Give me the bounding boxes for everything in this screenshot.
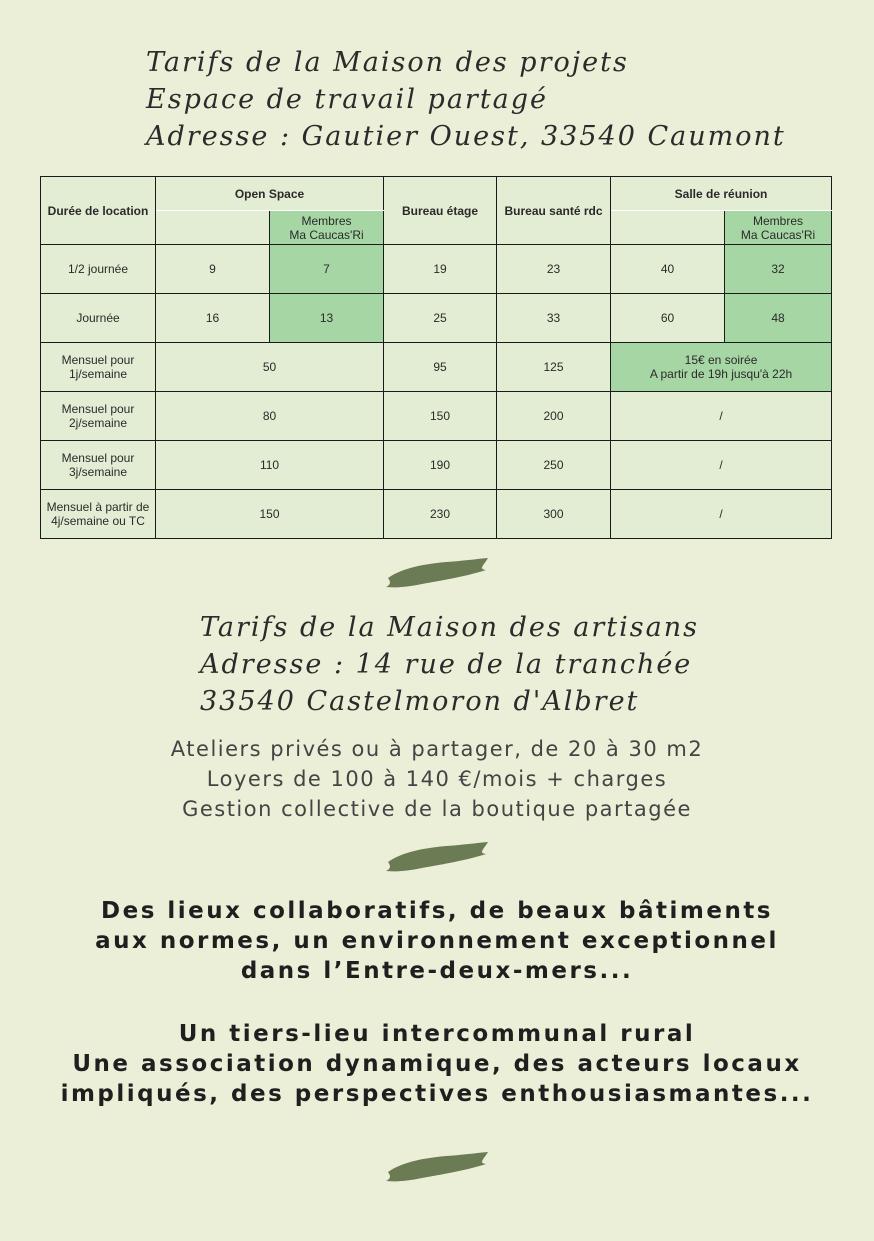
- membres-org-label: Ma Caucas'Ri: [289, 227, 364, 242]
- table-row: [41, 392, 832, 441]
- table-header-row: [41, 177, 832, 211]
- cell-salle: /: [611, 441, 832, 490]
- artisans-address-line: Adresse : 14 rue de la tranchée: [200, 649, 693, 680]
- membres-org-label: Ma Caucas'Ri: [740, 227, 816, 242]
- brush-stroke-divider: [384, 1150, 490, 1184]
- table-row: [41, 294, 832, 343]
- info-line: Gestion collective de la boutique partagée: [182, 797, 692, 821]
- cell-bureau-sante: 23: [497, 245, 611, 294]
- membres-label: Membres: [301, 213, 352, 228]
- table-row: [41, 245, 832, 294]
- brush-stroke-divider: [384, 840, 490, 874]
- cell-salle: /: [611, 490, 832, 539]
- header-duree: Durée de location: [41, 177, 156, 245]
- cell-open-space-membres: 13: [270, 294, 384, 343]
- cell-salle: 60: [611, 294, 725, 343]
- projects-subtitle-line: Espace de travail partagé: [146, 84, 549, 115]
- cell-open-space: 150: [156, 490, 384, 539]
- cell-salle-membres: 32: [725, 245, 832, 294]
- brush-stroke-divider: [384, 556, 490, 590]
- description-line: aux normes, un environnement exceptionnel: [95, 928, 779, 954]
- artisans-city-line: 33540 Castelmoron d'Albret: [200, 686, 640, 717]
- row-label-line: Mensuel à partir de: [46, 500, 150, 514]
- header-membres-open-space: [270, 211, 384, 245]
- row-label-line: 3j/semaine: [68, 465, 128, 479]
- header-blank-cell: [611, 211, 725, 245]
- cell-open-space: 9: [156, 245, 270, 294]
- info-line: Loyers de 100 à 140 €/mois + charges: [206, 767, 668, 791]
- row-label-line: Mensuel pour: [61, 402, 135, 416]
- membres-label: Membres: [753, 213, 804, 228]
- cell-open-space-membres: 7: [270, 245, 384, 294]
- cell-bureau-etage: 19: [384, 245, 497, 294]
- row-label-line: 4j/semaine ou TC: [51, 514, 145, 528]
- row-label-line: 2j/semaine: [68, 416, 128, 430]
- cell-open-space: 16: [156, 294, 270, 343]
- row-label: 1/2 journée: [41, 245, 156, 294]
- row-label-line: Mensuel pour: [61, 451, 135, 465]
- cell-open-space: 50: [156, 343, 384, 392]
- description-line: Des lieux collaboratifs, de beaux bâtiments: [101, 898, 773, 924]
- projects-address-line: Adresse : Gautier Ouest, 33540 Caumont: [146, 121, 786, 152]
- header-salle-reunion: Salle de réunion: [611, 177, 832, 211]
- cell-bureau-etage: 95: [384, 343, 497, 392]
- cell-bureau-sante: 200: [497, 392, 611, 441]
- cell-bureau-sante: 250: [497, 441, 611, 490]
- row-label-line: Mensuel pour: [61, 353, 135, 367]
- projects-title-line: Tarifs de la Maison des projets: [146, 47, 629, 78]
- header-blank-cell: [156, 211, 270, 245]
- description-block-1: [0, 896, 874, 986]
- description-line: impliqués, des perspectives enthousiasmantes...: [60, 1081, 814, 1107]
- table-row: [41, 490, 832, 539]
- table-row: [41, 441, 832, 490]
- cell-bureau-etage: 150: [384, 392, 497, 441]
- cell-bureau-etage: 25: [384, 294, 497, 343]
- table-row: [41, 343, 832, 392]
- evening-hours: A partir de 19h jusqu'à 22h: [649, 367, 793, 381]
- cell-salle: /: [611, 392, 832, 441]
- row-label: [41, 392, 156, 441]
- cell-salle-evening: [611, 343, 832, 392]
- description-block-2: [0, 1019, 874, 1109]
- row-label-line: 1j/semaine: [68, 367, 128, 381]
- evening-price: 15€ en soirée: [684, 353, 758, 367]
- cell-bureau-sante: 300: [497, 490, 611, 539]
- header-bureau-etage: Bureau étage: [384, 177, 497, 245]
- cell-open-space: 80: [156, 392, 384, 441]
- artisans-title: [200, 609, 699, 720]
- header-open-space: Open Space: [156, 177, 384, 211]
- cell-open-space: 110: [156, 441, 384, 490]
- description-line: dans l’Entre-deux-mers...: [240, 958, 634, 984]
- description-line: Un tiers-lieu intercommunal rural: [178, 1021, 696, 1047]
- projects-title: [146, 44, 786, 155]
- cell-salle: 40: [611, 245, 725, 294]
- row-label: Journée: [41, 294, 156, 343]
- cell-bureau-sante: 33: [497, 294, 611, 343]
- header-bureau-sante: Bureau santé rdc: [497, 177, 611, 245]
- artisans-info: [0, 734, 874, 824]
- description-line: Une association dynamique, des acteurs locaux: [72, 1051, 802, 1077]
- row-label: [41, 441, 156, 490]
- pricing-table: [40, 176, 832, 539]
- info-line: Ateliers privés ou à partager, de 20 à 30 m2: [170, 737, 704, 761]
- artisans-title-line: Tarifs de la Maison des artisans: [200, 612, 699, 643]
- row-label: [41, 343, 156, 392]
- cell-bureau-sante: 125: [497, 343, 611, 392]
- row-label: [41, 490, 156, 539]
- cell-bureau-etage: 230: [384, 490, 497, 539]
- cell-salle-membres: 48: [725, 294, 832, 343]
- cell-bureau-etage: 190: [384, 441, 497, 490]
- header-membres-salle: [725, 211, 832, 245]
